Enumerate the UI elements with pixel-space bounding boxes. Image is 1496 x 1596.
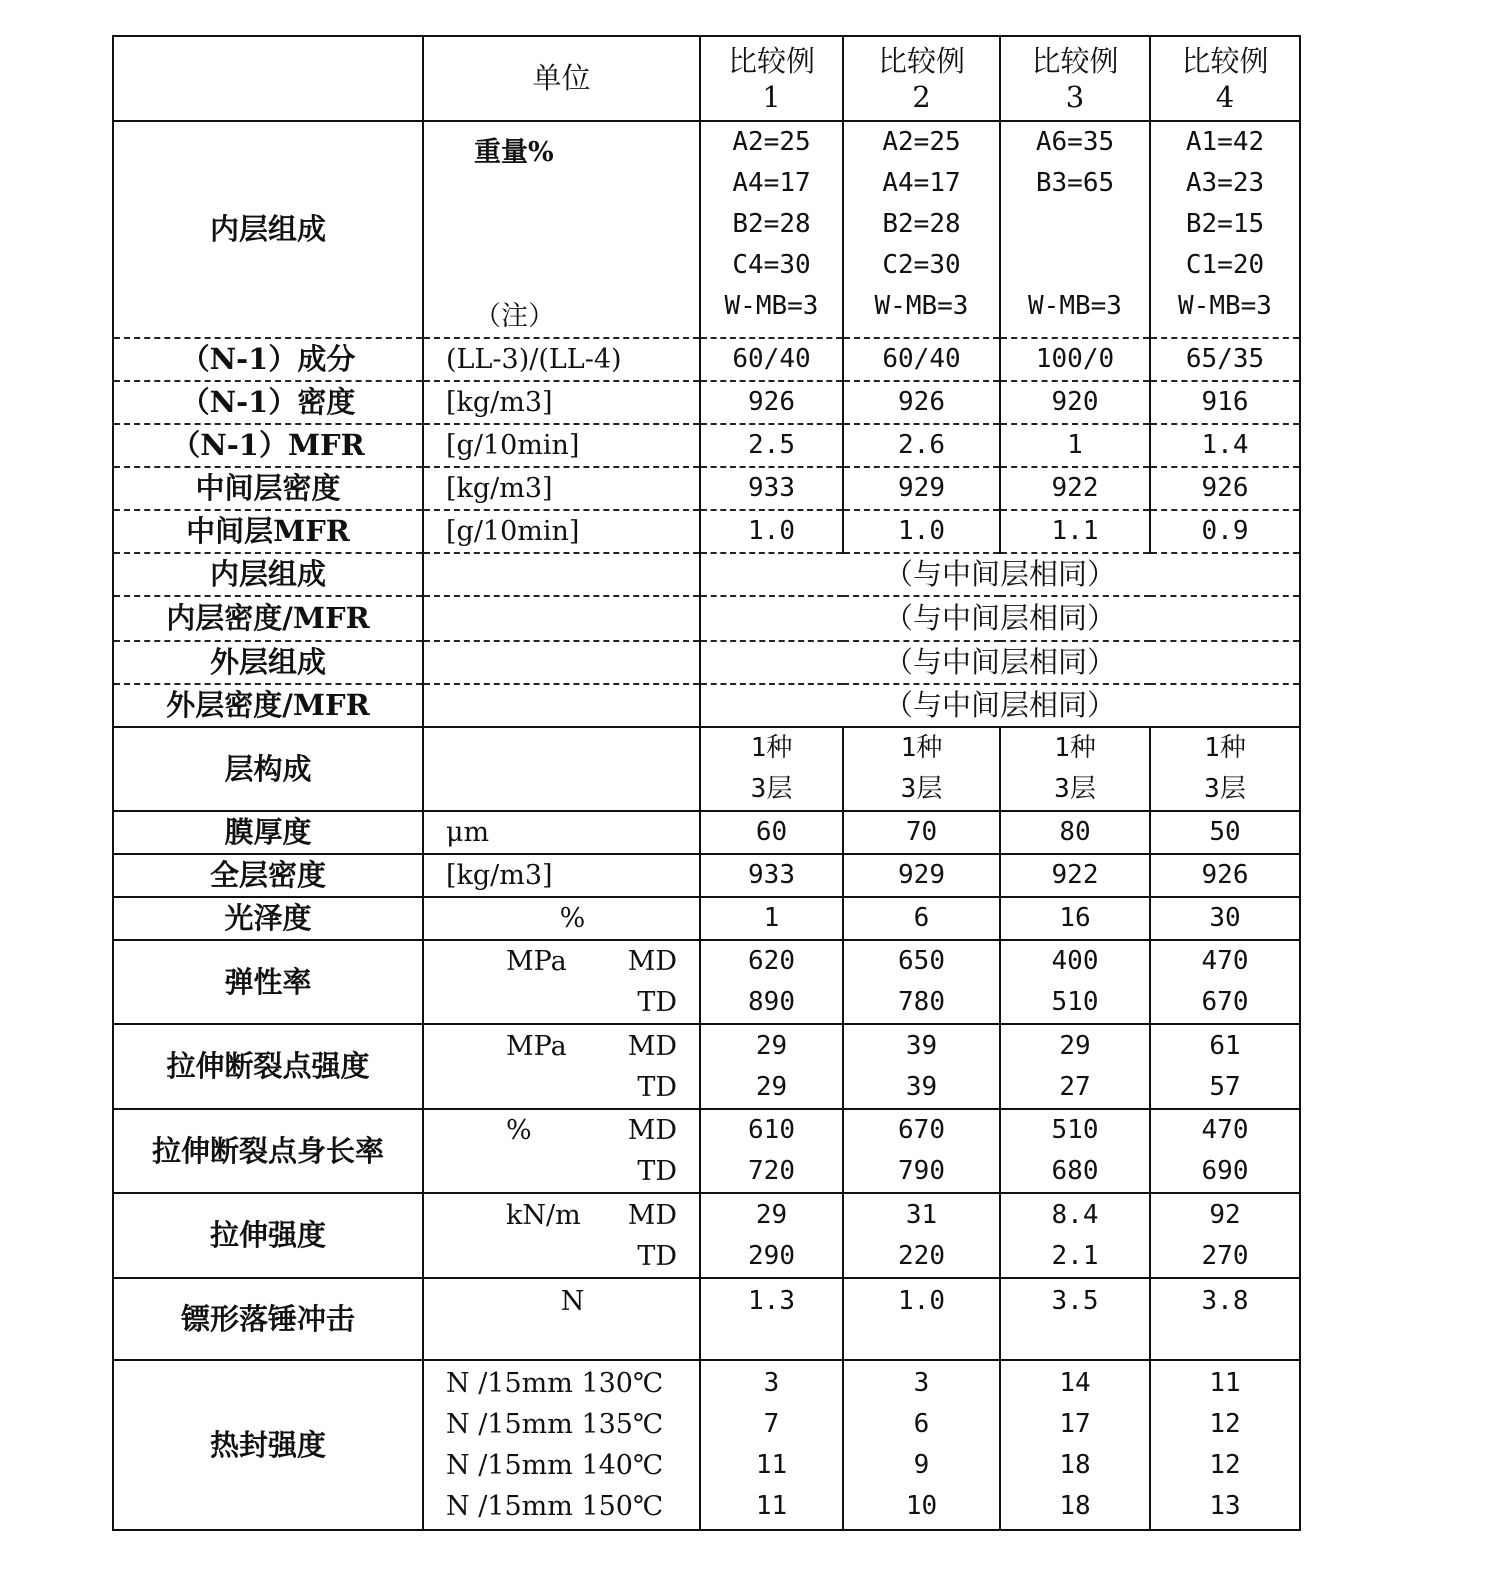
- value-cell-1: [700, 338, 843, 381]
- row-label: 内层组成: [113, 553, 423, 596]
- value-line: 12: [1151, 1404, 1299, 1445]
- value-line: 92: [1151, 1195, 1299, 1236]
- value-line: A4=17: [701, 163, 842, 204]
- value-cell-1: [700, 424, 843, 467]
- value-line: 29: [701, 1195, 842, 1236]
- value-cell-3: [1000, 811, 1150, 854]
- value-line: 0.9: [1151, 511, 1299, 552]
- value-line: 1种: [844, 728, 999, 769]
- unit-text: [g/10min]: [446, 511, 699, 552]
- direction-label: TD: [637, 982, 677, 1023]
- value-line: A2=25: [701, 122, 842, 163]
- table-row: [113, 424, 1300, 467]
- row-label: 弹性率: [113, 940, 423, 1024]
- table-row: [113, 510, 1300, 553]
- value-cell-1: [700, 940, 843, 1024]
- value-line: 1: [701, 898, 842, 939]
- table-row: [113, 553, 1300, 596]
- value-line: 39: [844, 1067, 999, 1108]
- value-cell-4: [1150, 121, 1300, 338]
- value-line: 670: [844, 1110, 999, 1151]
- unit-text: N /15mm 130℃: [446, 1363, 699, 1404]
- value-line: 3.5: [1001, 1281, 1149, 1322]
- value-line: 929: [844, 468, 999, 509]
- unit-cell: [423, 467, 700, 510]
- value-cell-3: [1000, 510, 1150, 553]
- unit-text: [g/10min]: [446, 425, 699, 466]
- direction-label: TD: [637, 1067, 677, 1108]
- row-label: （N-1）成分: [113, 338, 423, 381]
- value-line: 916: [1151, 382, 1299, 423]
- value-line: 11: [1151, 1363, 1299, 1404]
- table-row: [113, 1278, 1300, 1360]
- value-line: 890: [701, 982, 842, 1023]
- value-line: 680: [1001, 1151, 1149, 1192]
- column-header-line: 比较例: [1001, 43, 1149, 79]
- value-line: 933: [701, 855, 842, 896]
- value-cell-3: [1000, 1024, 1150, 1109]
- value-line: 3: [701, 1363, 842, 1404]
- unit-text: %: [446, 898, 699, 939]
- value-line: 922: [1001, 468, 1149, 509]
- value-line: 6: [844, 1404, 999, 1445]
- row-label: 层构成: [113, 727, 423, 811]
- value-cell-3: [1000, 940, 1150, 1024]
- value-cell-2: [843, 1360, 1000, 1530]
- value-line: W-MB=3: [701, 286, 842, 327]
- value-line: 50: [1151, 812, 1299, 853]
- unit-text: %: [446, 1110, 532, 1151]
- row-label: 内层密度/MFR: [113, 596, 423, 641]
- row-label: 热封强度: [113, 1360, 423, 1530]
- value-line: 3层: [1151, 769, 1299, 810]
- value-line: 270: [1151, 1236, 1299, 1277]
- value-cell-2: [843, 897, 1000, 940]
- value-cell-3: [1000, 424, 1150, 467]
- unit-text: [446, 598, 699, 639]
- value-line: 13: [1151, 1486, 1299, 1527]
- value-cell-1: [700, 854, 843, 897]
- unit-cell: [423, 684, 700, 727]
- value-line: [1001, 245, 1149, 286]
- unit-text: [kg/m3]: [446, 382, 699, 423]
- value-line: 60/40: [701, 339, 842, 380]
- value-cell-4: [1150, 510, 1300, 553]
- row-label: 拉伸强度: [113, 1193, 423, 1278]
- unit-text: MPa: [446, 1026, 567, 1067]
- table-row: [113, 897, 1300, 940]
- value-line: 3: [844, 1363, 999, 1404]
- value-line: 9: [844, 1445, 999, 1486]
- value-cell-2: [843, 727, 1000, 811]
- value-line: 720: [701, 1151, 842, 1192]
- value-line: 61: [1151, 1026, 1299, 1067]
- value-line: 1.0: [844, 511, 999, 552]
- value-cell-2: [843, 424, 1000, 467]
- value-cell-2: [843, 1109, 1000, 1193]
- value-line: 60/40: [844, 339, 999, 380]
- value-line: 620: [701, 941, 842, 982]
- row-label: （N-1）MFR: [113, 424, 423, 467]
- value-line: 65/35: [1151, 339, 1299, 380]
- row-label: 膜厚度: [113, 811, 423, 854]
- unit-text: [446, 749, 699, 790]
- value-cell-1: [700, 381, 843, 424]
- value-cell-2: [843, 1278, 1000, 1360]
- value-line: 2.5: [701, 425, 842, 466]
- value-cell-2: [843, 467, 1000, 510]
- row-label: 光泽度: [113, 897, 423, 940]
- value-cell-4: [1150, 338, 1300, 381]
- value-cell-3: [1000, 1278, 1150, 1360]
- unit-cell: [423, 596, 700, 641]
- value-line: 1种: [701, 728, 842, 769]
- value-line: [1001, 204, 1149, 245]
- value-line: 2.6: [844, 425, 999, 466]
- value-line: 1.3: [701, 1281, 842, 1322]
- value-cell-1: [700, 727, 843, 811]
- value-line: 920: [1001, 382, 1149, 423]
- value-cell-3: [1000, 1360, 1150, 1530]
- unit-cell: [423, 1193, 700, 1278]
- value-cell-4: [1150, 940, 1300, 1024]
- direction-label: TD: [637, 1236, 677, 1277]
- unit-text: MPa: [446, 941, 567, 982]
- unit-cell: [423, 727, 700, 811]
- unit-text: [kg/m3]: [446, 855, 699, 896]
- table-row: [113, 1109, 1300, 1193]
- value-line: 790: [844, 1151, 999, 1192]
- column-header-2: [843, 36, 1000, 121]
- table-row: [113, 811, 1300, 854]
- value-cell-3: [1000, 1193, 1150, 1278]
- value-cell-4: [1150, 1024, 1300, 1109]
- value-line: 70: [844, 812, 999, 853]
- comparison-table: [112, 35, 1301, 1531]
- value-line: 17: [1001, 1404, 1149, 1445]
- table-row: [113, 940, 1300, 1024]
- value-cell-1: [700, 811, 843, 854]
- unit-text: N /15mm 135℃: [446, 1404, 699, 1445]
- merged-value-cell: （与中间层相同）: [700, 553, 1300, 596]
- value-line: 470: [1151, 1110, 1299, 1151]
- table-row: [113, 338, 1300, 381]
- value-cell-4: [1150, 897, 1300, 940]
- value-line: 670: [1151, 982, 1299, 1023]
- value-line: 31: [844, 1195, 999, 1236]
- table-row: [113, 727, 1300, 811]
- value-line: 690: [1151, 1151, 1299, 1192]
- direction-label: MD: [628, 941, 677, 982]
- unit-cell: [423, 811, 700, 854]
- value-line: B2=28: [844, 204, 999, 245]
- value-line: A4=17: [844, 163, 999, 204]
- value-line: 60: [701, 812, 842, 853]
- value-line: W-MB=3: [1001, 286, 1149, 327]
- column-header-line: 4: [1151, 79, 1299, 115]
- value-line: 1: [1001, 425, 1149, 466]
- value-line: A2=25: [844, 122, 999, 163]
- unit-cell: [423, 338, 700, 381]
- unit-text: [446, 554, 699, 595]
- row-label: （N-1）密度: [113, 381, 423, 424]
- direction-label: MD: [628, 1110, 677, 1151]
- value-cell-2: [843, 940, 1000, 1024]
- value-line: 100/0: [1001, 339, 1149, 380]
- table-row: [113, 381, 1300, 424]
- row-label: 中间层密度: [113, 467, 423, 510]
- merged-value-cell: （与中间层相同）: [700, 684, 1300, 727]
- value-cell-3: [1000, 338, 1150, 381]
- unit-text: 重量%: [474, 132, 699, 173]
- unit-text: N /15mm 150℃: [446, 1486, 699, 1527]
- value-line: 80: [1001, 812, 1149, 853]
- value-cell-2: [843, 381, 1000, 424]
- unit-text: [446, 1067, 515, 1108]
- row-label: 内层组成: [113, 121, 423, 338]
- value-line: B2=28: [701, 204, 842, 245]
- unit-text: [446, 1236, 515, 1277]
- column-header-line: 比较例: [1151, 43, 1299, 79]
- unit-text: N /15mm 140℃: [446, 1445, 699, 1486]
- unit-cell: [423, 940, 700, 1024]
- row-label: 外层密度/MFR: [113, 684, 423, 727]
- value-line: A1=42: [1151, 122, 1299, 163]
- value-line: 2.1: [1001, 1236, 1149, 1277]
- value-line: 29: [701, 1026, 842, 1067]
- unit-text: kN/m: [446, 1195, 581, 1236]
- column-header-line: 比较例: [844, 43, 999, 79]
- value-cell-1: [700, 1278, 843, 1360]
- unit-cell: [423, 121, 700, 338]
- value-line: 290: [701, 1236, 842, 1277]
- value-line: 6: [844, 898, 999, 939]
- unit-cell: [423, 854, 700, 897]
- value-line: 1种: [1151, 728, 1299, 769]
- value-line: 220: [844, 1236, 999, 1277]
- unit-text: [446, 642, 699, 683]
- unit-text: [474, 214, 699, 255]
- table-row: [113, 854, 1300, 897]
- unit-cell: [423, 1278, 700, 1360]
- value-cell-4: [1150, 727, 1300, 811]
- unit-text: [474, 173, 699, 214]
- value-cell-4: [1150, 381, 1300, 424]
- column-header-line: 2: [844, 79, 999, 115]
- unit-cell: [423, 1109, 700, 1193]
- unit-cell: [423, 424, 700, 467]
- unit-text: [446, 685, 699, 726]
- unit-cell: [423, 897, 700, 940]
- row-label: 拉伸断裂点强度: [113, 1024, 423, 1109]
- value-line: 926: [701, 382, 842, 423]
- value-line: 57: [1151, 1067, 1299, 1108]
- column-header-1: [700, 36, 843, 121]
- value-line: 18: [1001, 1445, 1149, 1486]
- table-row: [113, 1193, 1300, 1278]
- value-cell-3: [1000, 897, 1150, 940]
- value-line: 926: [1151, 855, 1299, 896]
- value-line: 3层: [701, 769, 842, 810]
- column-header-line: 1: [701, 79, 842, 115]
- unit-cell: [423, 1024, 700, 1109]
- value-line: 27: [1001, 1067, 1149, 1108]
- unit-text: [474, 255, 699, 296]
- value-cell-1: [700, 1024, 843, 1109]
- value-line: 1.4: [1151, 425, 1299, 466]
- value-cell-1: [700, 467, 843, 510]
- value-line: 929: [844, 855, 999, 896]
- header-blank-cell: [113, 36, 423, 121]
- value-line: 926: [844, 382, 999, 423]
- value-cell-1: [700, 121, 843, 338]
- value-line: 14: [1001, 1363, 1149, 1404]
- value-line: 3层: [844, 769, 999, 810]
- value-line: 510: [1001, 982, 1149, 1023]
- table-row: [113, 467, 1300, 510]
- value-line: C2=30: [844, 245, 999, 286]
- unit-cell: [423, 553, 700, 596]
- value-line: C4=30: [701, 245, 842, 286]
- table-row: [113, 1360, 1300, 1530]
- value-cell-1: [700, 1360, 843, 1530]
- row-label: 全层密度: [113, 854, 423, 897]
- value-line: 3.8: [1151, 1281, 1299, 1322]
- unit-cell: [423, 510, 700, 553]
- table-row: [113, 641, 1300, 684]
- value-cell-1: [700, 1193, 843, 1278]
- table-row: [113, 596, 1300, 641]
- value-line: 650: [844, 941, 999, 982]
- column-header-line: 3: [1001, 79, 1149, 115]
- value-cell-3: [1000, 727, 1150, 811]
- value-line: 400: [1001, 941, 1149, 982]
- row-label: 镖形落锤冲击: [113, 1278, 423, 1360]
- value-line: 8.4: [1001, 1195, 1149, 1236]
- header-row: [113, 36, 1300, 121]
- unit-text: [446, 1151, 515, 1192]
- value-line: A3=23: [1151, 163, 1299, 204]
- value-line: 610: [701, 1110, 842, 1151]
- value-line: 29: [1001, 1026, 1149, 1067]
- value-cell-3: [1000, 121, 1150, 338]
- unit-header: 单位: [423, 36, 700, 121]
- value-cell-4: [1150, 467, 1300, 510]
- value-cell-4: [1150, 811, 1300, 854]
- direction-label: MD: [628, 1026, 677, 1067]
- value-line: 1.0: [701, 511, 842, 552]
- value-cell-4: [1150, 1193, 1300, 1278]
- value-line: B3=65: [1001, 163, 1149, 204]
- value-cell-3: [1000, 1109, 1150, 1193]
- value-cell-4: [1150, 1109, 1300, 1193]
- unit-text: [446, 982, 515, 1023]
- value-line: 510: [1001, 1110, 1149, 1151]
- table-row: [113, 684, 1300, 727]
- value-line: C1=20: [1151, 245, 1299, 286]
- value-line: A6=35: [1001, 122, 1149, 163]
- value-cell-4: [1150, 424, 1300, 467]
- value-line: 926: [1151, 468, 1299, 509]
- table-row: [113, 121, 1300, 338]
- value-cell-2: [843, 338, 1000, 381]
- value-cell-2: [843, 854, 1000, 897]
- value-line: 11: [701, 1486, 842, 1527]
- value-line: 470: [1151, 941, 1299, 982]
- value-line: 3层: [1001, 769, 1149, 810]
- unit-cell: [423, 381, 700, 424]
- direction-label: MD: [628, 1195, 677, 1236]
- merged-value-cell: （与中间层相同）: [700, 641, 1300, 684]
- value-line: 12: [1151, 1445, 1299, 1486]
- value-line: 39: [844, 1026, 999, 1067]
- value-line: 1.0: [844, 1281, 999, 1322]
- value-cell-2: [843, 1024, 1000, 1109]
- value-cell-1: [700, 897, 843, 940]
- value-line: 16: [1001, 898, 1149, 939]
- column-header-line: 比较例: [701, 43, 842, 79]
- value-cell-2: [843, 1193, 1000, 1278]
- table-row: [113, 1024, 1300, 1109]
- value-cell-3: [1000, 381, 1150, 424]
- value-line: 11: [701, 1445, 842, 1486]
- value-cell-4: [1150, 1360, 1300, 1530]
- value-cell-1: [700, 1109, 843, 1193]
- unit-text: [kg/m3]: [446, 468, 699, 509]
- row-label: 中间层MFR: [113, 510, 423, 553]
- value-line: 922: [1001, 855, 1149, 896]
- value-line: 18: [1001, 1486, 1149, 1527]
- value-cell-2: [843, 811, 1000, 854]
- value-line: 30: [1151, 898, 1299, 939]
- value-line: W-MB=3: [844, 286, 999, 327]
- unit-text: (LL-3)/(LL-4): [446, 339, 699, 380]
- merged-value-cell: （与中间层相同）: [700, 596, 1300, 641]
- column-header-3: [1000, 36, 1150, 121]
- unit-cell: [423, 1360, 700, 1530]
- unit-text: μm: [446, 812, 699, 853]
- unit-cell: [423, 641, 700, 684]
- value-line: 1.1: [1001, 511, 1149, 552]
- value-cell-3: [1000, 467, 1150, 510]
- value-cell-1: [700, 510, 843, 553]
- direction-label: TD: [637, 1151, 677, 1192]
- value-line: 780: [844, 982, 999, 1023]
- row-label: 外层组成: [113, 641, 423, 684]
- value-cell-4: [1150, 854, 1300, 897]
- value-cell-2: [843, 510, 1000, 553]
- value-line: W-MB=3: [1151, 286, 1299, 327]
- value-line: 933: [701, 468, 842, 509]
- unit-text: N: [446, 1281, 699, 1322]
- value-line: B2=15: [1151, 204, 1299, 245]
- value-line: 10: [844, 1486, 999, 1527]
- value-cell-3: [1000, 854, 1150, 897]
- value-line: 7: [701, 1404, 842, 1445]
- unit-text: （注）: [474, 296, 699, 337]
- value-cell-2: [843, 121, 1000, 338]
- column-header-4: [1150, 36, 1300, 121]
- value-cell-4: [1150, 1278, 1300, 1360]
- value-line: 29: [701, 1067, 842, 1108]
- row-label: 拉伸断裂点身长率: [113, 1109, 423, 1193]
- value-line: 1种: [1001, 728, 1149, 769]
